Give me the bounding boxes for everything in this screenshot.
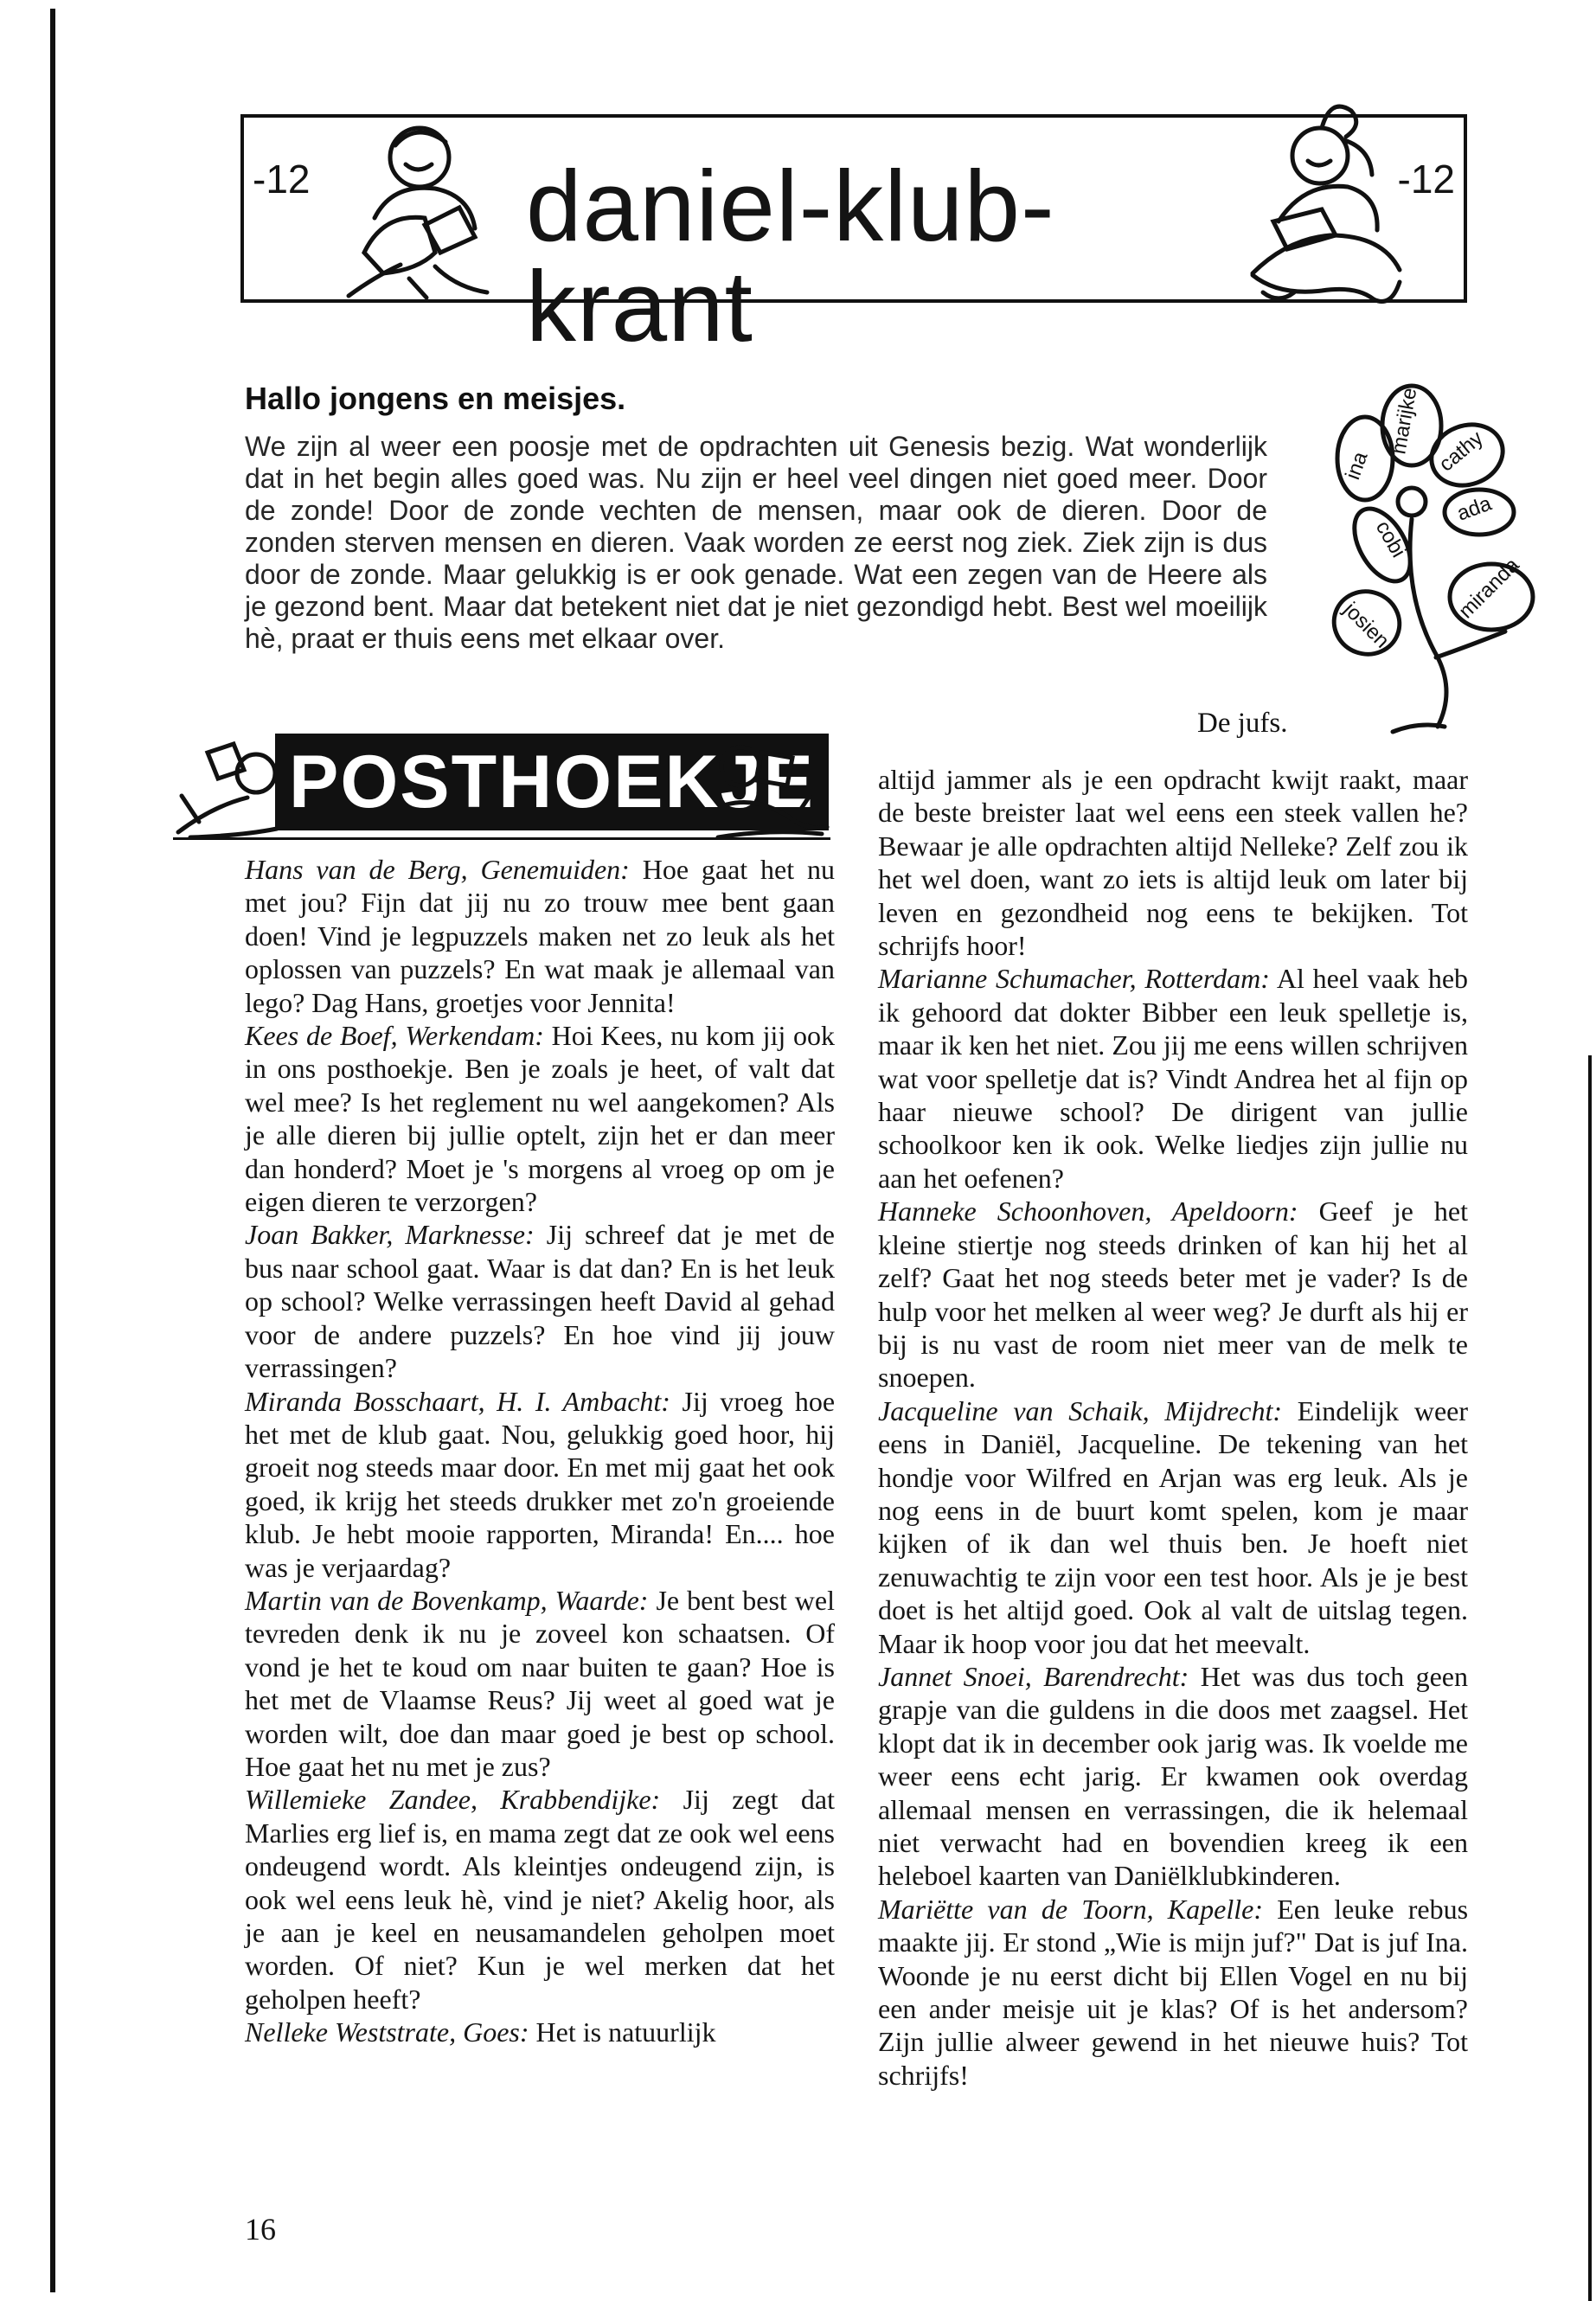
right-margin-rule	[1588, 1055, 1592, 2301]
letter-sender: Willemieke Zandee, Krabbendijke:	[245, 1784, 661, 1816]
child-lying-writing-icon	[709, 735, 830, 843]
issue-number-right: -12	[1397, 157, 1455, 202]
letter-sender: Mariëtte van de Toorn, Kapelle:	[878, 1893, 1263, 1925]
letter-reply: Hoe gaat het nu met jou? Fijn dat jij nu zo trouw mee bent gaan doen! Vind je legpuzzels maken net zo leuk als het oplossen van puzzels? En wat maak je allemaal van lego? Dag Hans, groetjes voor Jennita!	[245, 854, 836, 1018]
letter-entry	[245, 2016, 835, 2048]
masthead	[240, 114, 1467, 362]
petal-name: cathy	[1434, 426, 1488, 477]
posthoekje-title: POSTHOEKJE	[275, 734, 829, 830]
letter-reply: Jij zegt dat Marlies erg lief is, en mama zegt dat ze ook wel eens ondeugend wordt. Als kleintjes ondeugend zijn, is ook wel eens leuk hè, vind je niet? Akelig hoor, als je aan je keel en neusamandelen geholpen moet worden. Of niet? Kun je wel merken dat het geholpen heeft?	[245, 1784, 835, 2015]
letter-entry	[245, 1584, 835, 1783]
letter-sender: Kees de Boef, Werkendam:	[245, 1020, 544, 1052]
letter-sender: Jacqueline van Schaik, Mijdrecht:	[878, 1394, 1283, 1426]
letter-sender: Martin van de Bovenkamp, Waarde:	[245, 1584, 649, 1616]
letter-entry	[245, 1019, 835, 1218]
petal-name: marijke	[1387, 386, 1422, 457]
letter-reply: Het was dus toch geen grapje van die guldens in die doos met zaagsel. Het klopt dat ik in december ook jarig was. Ik voelde me weer eens echt jarig. Er kwamen ook overdag allemaal mensen en verrassingen, die ik helemaal niet verwacht had en bovendien kreeg ik een heleboel kaarten van Daniëlklubkinderen.	[878, 1660, 1469, 1892]
letter-reply: Jij vroeg hoe het met de klub gaat. Nou, gelukkig goed hoor, hij groeit nog steeds maar door. En met mij gaat het ook goed, ik krijg het steeds drukker met zo'n groeiende klub. Je hebt mooie rapporten, Miranda! En.... hoe was je verjaardag?	[245, 1385, 836, 1583]
letter-entry	[245, 1218, 835, 1384]
letter-reply: Hoi Kees, nu kom jij ook in ons posthoekje. Ben je zoals je heet, of valt dat wel mee? Is het reglement nu wel aangekomen? Als je alle dieren bij jullie optelt, zijn het er dan meer dan honderd? Moet je 's morgens al vroeg op om je eigen dieren te verzorgen?	[245, 1020, 836, 1218]
petal-name: ada	[1453, 491, 1495, 526]
boy-reading-icon	[323, 114, 513, 303]
letter-sender: Hans van de Berg, Genemuiden:	[245, 854, 630, 885]
letter-entry	[878, 962, 1468, 1195]
letter-reply: Je bent best wel tevreden denk ik nu je zoveel kon schaatsen. Of vond je het te koud om naar buiten te gaan? Hoe is het met de Vlaamse Reus? Jij weet al goed wat je worden wilt, doe dan maar goed je best op school. Hoe gaat het nu met je zus?	[245, 1584, 836, 1782]
letter-sender: Joan Bakker, Marknesse:	[245, 1219, 535, 1251]
letter-reply: Een leuke rebus maakte jij. Er stond „Wie is mijn juf?" Dat is juf Ina. Woonde je nu eerst dicht bij Ellen Vogel en nu bij een ander meisje uit je klas? Of is het andersom? Zijn jullie alweer gewend in het nieuwe huis? Tot schrijfs!	[878, 1893, 1469, 2091]
issue-number-left: -12	[253, 157, 311, 202]
letter-reply: Eindelijk weer eens in Daniël, Jacqueline. De tekening van het hondje voor Wilfred en Arjan was erg leuk. Als je nog eens in de buurt komt spelen, kom je maar kijken of ik dan wel thuis ben. Je hoeft niet zenuwachtig te zijn voor een test hoor. Als je je best doet is het altijd goed. Ook al valt de uitslag tegen. Maar ik hoop voor jou dat het meevalt.	[878, 1394, 1469, 1659]
letter-reply: Al heel vaak heb ik gehoord dat dokter Bibber een leuk spelletje is, maar ik ken het niet. Zou jij me eens willen schrijven wat voor spelletje dat is? Vindt Andrea het al fijn op haar nieuwe school? De dirigent van jullie schoolkoor ken ik ook. Welke liedjes zijn jullie nu aan het oefenen?	[878, 963, 1469, 1194]
left-margin-rule	[50, 9, 55, 2292]
girl-reading-icon	[1218, 92, 1426, 308]
letter-sender: Miranda Bosschaart, H. I. Ambacht:	[245, 1385, 670, 1417]
letter-sender: Nelleke Weststrate, Goes:	[245, 2016, 529, 2048]
petal-name: ina	[1341, 448, 1373, 484]
letter-entry	[878, 1893, 1468, 2092]
banner-underline	[173, 837, 830, 840]
petal-name: miranda	[1454, 553, 1524, 624]
letters-right-column	[878, 763, 1468, 2092]
petal-name: josien	[1338, 598, 1394, 653]
letter-reply: Jij schreef dat je met de bus naar school gaat. Waar is dat dan? En is het leuk op school? Welke verrassingen heeft David al gehad voor de andere puzzels? En hoe vind jij jouw verrassingen?	[245, 1219, 836, 1384]
letter-entry	[245, 1783, 835, 2016]
newspaper-title: daniel-klub-krant	[526, 150, 1055, 362]
letter-sender: Jannet Snoei, Barendrecht:	[878, 1660, 1189, 1692]
signature: De jufs.	[1197, 708, 1288, 739]
letter-reply: altijd jammer als je een opdracht kwijt raakt, maar de beste breister laat wel eens een steek vallen he? Bewaar je alle opdrachten altijd Nelleke? Zelf zou ik het wel doen, want zo iets is altijd leuk om later bij leven en gezondheid nog eens te bekijken. Tot schrijfs hoor!	[878, 764, 1468, 962]
posthoekje-banner	[173, 727, 830, 865]
letter-entry	[878, 1394, 1468, 1660]
letters-left-column	[245, 853, 835, 2049]
letter-entry	[878, 763, 1468, 962]
letter-reply: Het is natuurlijk	[535, 2016, 716, 2048]
letter-sender: Marianne Schumacher, Rotterdam:	[878, 963, 1270, 995]
letter-entry	[245, 1385, 835, 1584]
intro-paragraph: We zijn al weer een poosje met de opdrachten uit Genesis bezig. Wat wonderlijk dat in het begin alles goed was. Nu zijn er heel veel dingen niet goed meer. Door de zonde! Door de zonde vechten de mensen, maar ook de dieren. Door de zonden sterven mensen en dieren. Vaak worden ze eerst nog ziek. Ziek zijn is dus door de zonde. Maar gelukkig is er ook genade. Wat een zegen van de Heere als je gezond bent. Maar dat betekent niet dat je niet gezondigd hebt. Best wel moeilijk hè, praat er thuis eens met elkaar over.	[245, 431, 1267, 654]
letter-sender: Hanneke Schoonhoven, Apeldoorn:	[878, 1195, 1298, 1227]
child-lying-reading-icon	[173, 735, 285, 843]
letter-entry	[878, 1195, 1468, 1394]
letter-entry	[245, 853, 835, 1019]
flower-stem	[1410, 519, 1446, 727]
greeting-heading: Hallo jongens en meisjes.	[245, 381, 626, 416]
letter-reply: Geef je het kleine stiertje nog steeds drinken of kan hij het al zelf? Gaat het nog steeds beter met je vader? Is de hulp voor het melken al weer weg? Je durft als hij er bij is nu vast de room niet meer van de melk te snoepen.	[878, 1195, 1469, 1394]
name-flower-illustration	[1315, 372, 1574, 735]
letter-entry	[878, 1660, 1468, 1893]
petal-name: cobi	[1370, 516, 1411, 562]
page-number: 16	[245, 2212, 276, 2247]
